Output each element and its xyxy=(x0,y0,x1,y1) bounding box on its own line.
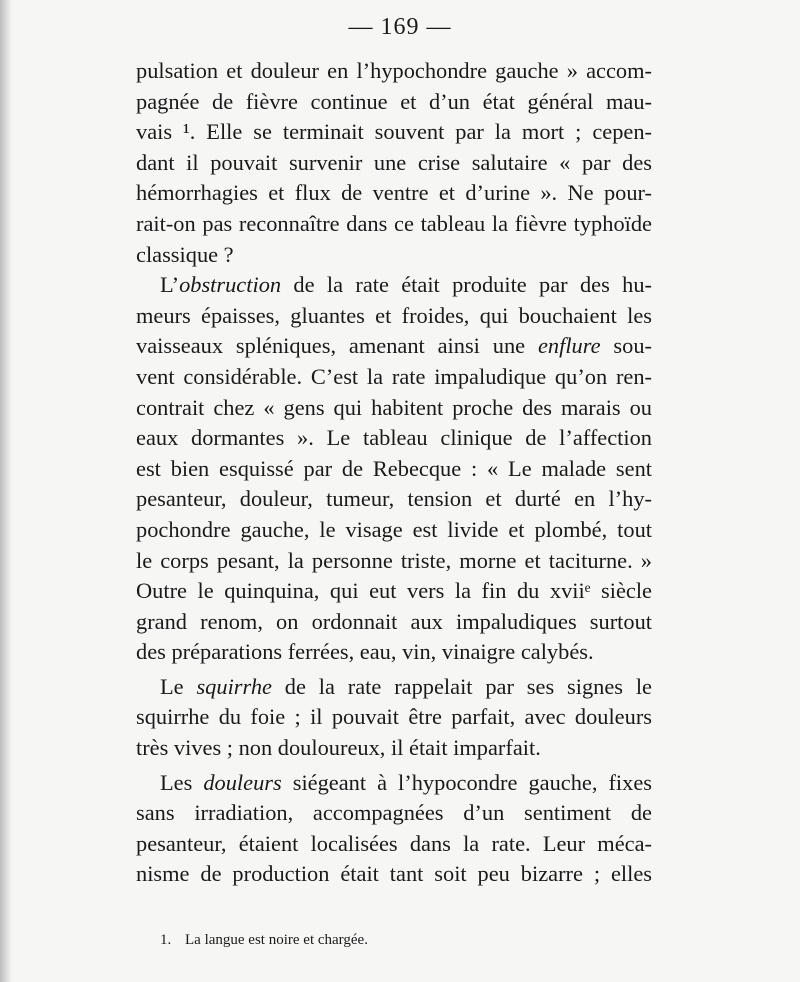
text-line: pesanteur, étaient localisées dans la rate. Leur méca- xyxy=(136,830,652,856)
text-line: Outre le quinquina, qui eut vers la fin du xviiᵉ siècle xyxy=(136,578,652,604)
text-line: hémorrhagies et flux de ventre et d’urine ». Ne pour- xyxy=(136,180,652,206)
body-text xyxy=(136,56,652,890)
text-line: eaux dormantes ». Le tableau clinique de l’affection xyxy=(136,425,652,451)
paragraph-3 xyxy=(136,672,652,764)
page-number: — 169 — xyxy=(348,14,452,40)
text-line: rait-on pas reconnaître dans ce tableau la fièvre typhoïde xyxy=(136,210,652,236)
text-line: est bien esquissé par de Rebecque : « Le malade sent xyxy=(136,455,652,481)
text-line: pagnée de fièvre continue et d’un état général mau- xyxy=(136,88,652,114)
text-line: classique ? xyxy=(136,241,234,267)
text-line: des préparations ferrées, eau, vin, vinaigre calybés. xyxy=(136,639,594,665)
paragraph-1 xyxy=(136,56,652,270)
text-line: L’obstruction de la rate était produite par des hu- xyxy=(160,272,652,298)
text-line: pochondre gauche, le visage est livide et plombé, tout xyxy=(136,516,652,542)
text-line: squirrhe du foie ; il pouvait être parfait, avec douleurs xyxy=(136,704,652,730)
text-line: dant il pouvait survenir une crise salutaire « par des xyxy=(136,149,652,175)
text-line: Les douleurs siégeant à l’hypocondre gauche, fixes xyxy=(160,769,652,795)
paragraph-2 xyxy=(136,270,652,668)
text-line: sans irradiation, accompagnées d’un sentiment de xyxy=(136,800,652,826)
text-line: grand renom, on ordonnait aux impaludiques surtout xyxy=(136,608,652,634)
text-line: vaisseaux spléniques, amenant ainsi une enflure sou- xyxy=(136,333,652,359)
text-line: pesanteur, douleur, tumeur, tension et durté en l’hy- xyxy=(136,486,652,512)
text-line: pulsation et douleur en l’hypochondre gauche » accom- xyxy=(136,58,652,83)
text-line: vent considérable. C’est la rate impaludique qu’on ren- xyxy=(136,363,652,389)
text-line: nisme de production était tant soit peu bizarre ; elles xyxy=(136,861,652,887)
footnote-number: 1. xyxy=(160,932,172,948)
text-line: vais ¹. Elle se terminait souvent par la mort ; cepen- xyxy=(136,119,652,145)
text-line: Le squirrhe de la rate rappelait par ses signes le xyxy=(160,673,652,699)
text-line: meurs épaisses, gluantes et froides, qui bouchaient les xyxy=(136,302,652,328)
spine-shadow xyxy=(0,0,12,982)
text-line: le corps pesant, la personne triste, morne et taciturne. » xyxy=(136,547,652,573)
text-line: contrait chez « gens qui habitent proche des marais ou xyxy=(136,394,652,420)
footnote xyxy=(160,932,368,949)
paragraph-4 xyxy=(136,768,652,890)
text-line: très vives ; non douloureux, il était imparfait. xyxy=(136,735,541,761)
footnote-text: La langue est noire et chargée. xyxy=(185,932,368,948)
